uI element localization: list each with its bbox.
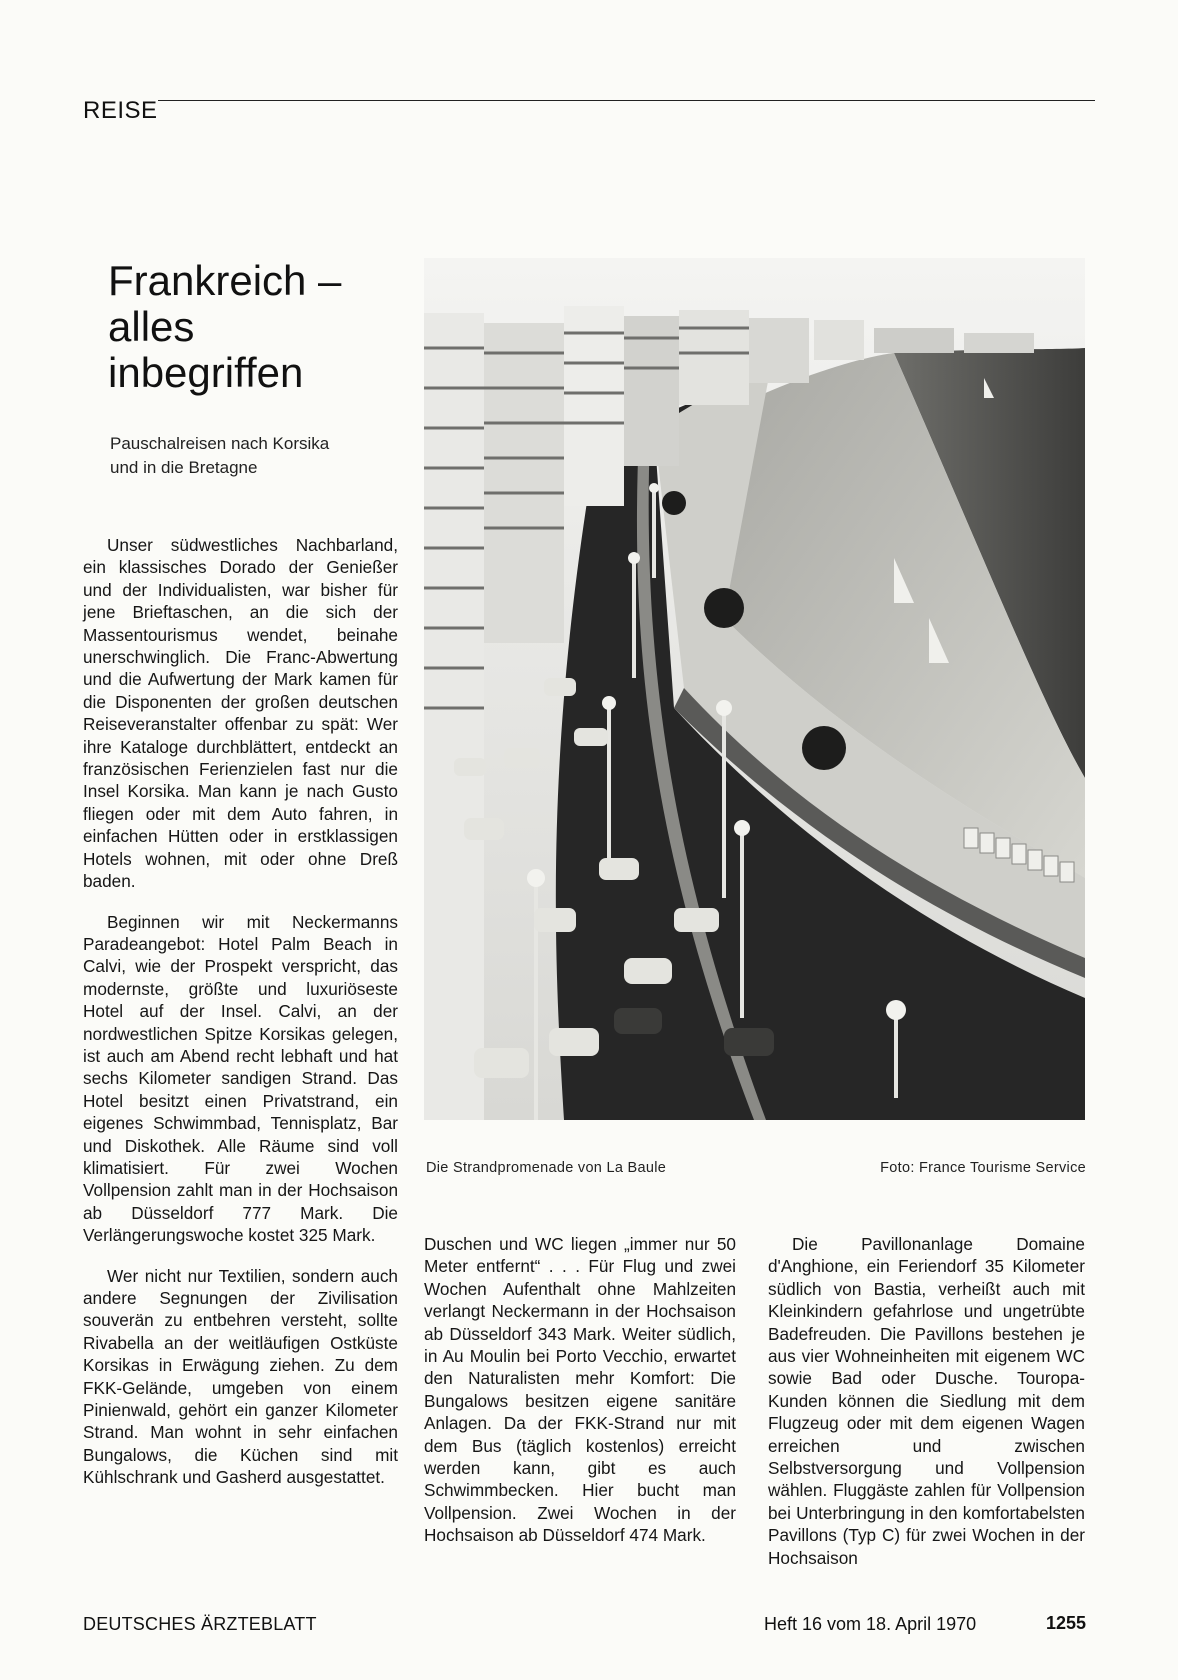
paragraph: Die Pavillonanlage Domaine d'Anghione, ein Feriendorf 35 Kilometer südlich von Bastia, verheißt auch mit Kleinkindern gefahrlose und ungetrübte Badefreuden. Die Pavillons bestehen je aus vier Wohneinheiten mit eigenem WC sowie Bad oder Dusche. Touropa-Kunden können die Siedlung mit dem Flugzeug oder mit dem eigenen Wagen erreichen und zwischen Selbstversorgung und Vollpension wählen. Fluggäste zahlen für Vollpension bei Unterbringung in den komfortabelsten Pavillons (Typ C) für zwei Wochen in der Hochsaison: [768, 1234, 1085, 1568]
subheadline-line: und in die Bretagne: [110, 458, 258, 477]
paragraph: Wer nicht nur Textilien, sondern auch andere Segnungen der Zivilisation souverän zu entbehren versteht, sollte Rivabella an der weitläufigen Ostküste Korsikas in Erwägung ziehen. Zu dem FKK-Gelände, umgeben von einem Pinienwald, gehört ein ganzer Kilometer Strand. Man wohnt in sehr einfachen Bungalows, die Küchen sind mit Kühlschrank und Gasherd ausgestattet.: [83, 1265, 398, 1488]
issue-info: Heft 16 vom 18. April 1970: [764, 1614, 977, 1634]
headline-line: alles: [108, 303, 195, 350]
article-subheadline: [110, 432, 400, 480]
beach-promenade-photo: [424, 258, 1085, 1120]
article-headline: [108, 258, 398, 396]
paragraph: Beginnen wir mit Neckermanns Paradeangebot: Hotel Palm Beach in Calvi, wie der Prospekt verspricht, das modernste, größte und luxuriöseste Hotel auf der Insel. Calvi, an der nordwestlichen Spitze Korsikas gelegen, ist auch am Abend recht lebhaft und hat sechs Kilometer sandigen Strand. Das Hotel besitzt einen Privatstrand, ein eigenes Schwimmbad, Tennisplatz, Bar und Diskothek. Alle Räume sind voll klimatisiert. Für zwei Wochen Vollpension zahlt man in der Hochsaison ab Düsseldorf 777 Mark. Die Verlängerungswoche kostet 325 Mark.: [83, 911, 398, 1246]
section-label: REISE: [83, 97, 158, 124]
section-divider: [158, 100, 1095, 101]
paragraph: Unser südwestliches Nachbarland, ein klassisches Dorado der Genießer und der Individualisten, war bisher für jene Brieftaschen, an die sich der Massentourismus wendet, beinahe unerschwinglich. Die Franc-Abwertung und die Aufwertung der Mark kamen für die Disponenten der großen deutschen Reiseveranstalter offenbar zu spät: Wer ihre Kataloge durchblättert, entdeckt an französischen Ferienzielen fast nur die Insel Korsika. Man kann je nach Gusto fliegen oder mit dem Auto fahren, in einfachen Hütten oder in erstklassigen Hotels wohnen, mit oder ohne Dreß baden.: [83, 535, 398, 892]
text-column-3: [768, 1233, 1085, 1587]
text-column-2: [424, 1233, 736, 1565]
paragraph: Duschen und WC liegen „immer nur 50 Meter entfernt“ . . . Für Flug und zwei Wochen Aufenthalt ohne Mahlzeiten verlangt Neckermann in der Hochsaison ab Düsseldorf 343 Mark. Weiter südlich, in Au Moulin bei Porto Vecchio, erwartet den Naturalisten mehr Komfort: Die Bungalows besitzen eigene sanitäre Anlagen. Da der FKK-Strand nur mit dem Bus (täglich kostenlos) erreicht werden kann, gibt es auch Schwimmbecken. Hier bucht man Vollpension. Zwei Wochen in der Hochsaison ab Düsseldorf 474 Mark.: [424, 1234, 736, 1546]
text-column-1: [83, 534, 398, 1507]
publication-name: DEUTSCHES ÄRZTEBLATT: [83, 1614, 317, 1634]
photo-credit: Foto: France Tourisme Service: [880, 1160, 1086, 1176]
page-number: 1255: [1045, 1613, 1086, 1633]
subheadline-line: Pauschalreisen nach Korsika: [110, 434, 330, 453]
headline-line: Frankreich –: [108, 257, 342, 304]
photo-caption: Die Strandpromenade von La Baule: [426, 1160, 667, 1176]
headline-line: inbegriffen: [108, 349, 304, 396]
